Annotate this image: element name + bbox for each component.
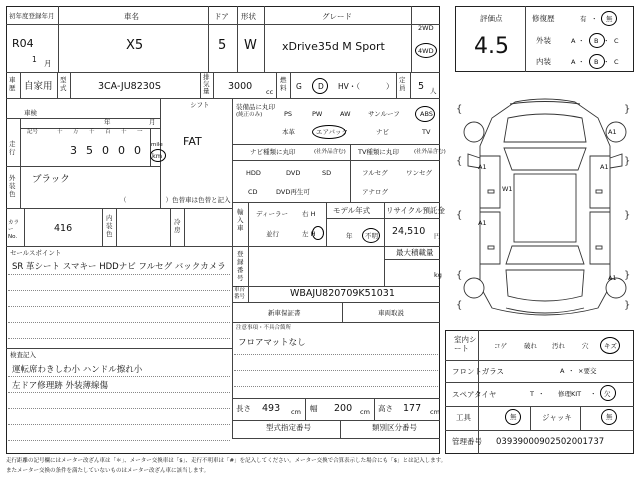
grade-label: グレード — [322, 12, 352, 21]
unit-km: km — [152, 152, 163, 160]
shape-label: 形状 — [241, 12, 256, 21]
exterior-note: （ ）色替車は色替と記入 — [120, 196, 231, 204]
tool-label: 工具 — [456, 413, 471, 422]
equip-airbag-circle — [312, 125, 346, 139]
fuel-g: G — [296, 82, 302, 91]
seat-scratch: キズ — [604, 342, 617, 350]
ext-label: 外装 — [536, 36, 551, 45]
equipment-label: 装備品に丸印 — [236, 103, 275, 111]
digit-label-100: 百 — [105, 129, 111, 135]
digit-label-sign: 記号 — [27, 129, 39, 135]
glass-a: A — [560, 367, 565, 375]
import-label: 輸入車 — [237, 208, 244, 232]
tv-analog: アナログ — [362, 188, 388, 196]
equip-aw: AW — [340, 110, 351, 118]
tv-oneseg: ワンセグ — [406, 169, 432, 177]
tool-circle — [505, 409, 521, 425]
disp-unit: cc — [266, 88, 274, 96]
recycle-label: リサイクル預託金 — [386, 206, 445, 215]
inspection-month: 月 — [149, 118, 156, 126]
grade-value: xDrive35d M Sport — [282, 40, 385, 53]
first-reg-value: R04 — [12, 37, 34, 50]
damage-mark-6: A1 — [608, 274, 617, 282]
digit-1k: 5 — [86, 144, 93, 157]
import-left-h: 左 H — [302, 230, 316, 238]
equip-abs: ABS — [420, 110, 433, 118]
equip-ps: PS — [284, 110, 293, 118]
digit-1: 0 — [134, 144, 141, 157]
recycle-yen: 円 — [434, 232, 441, 240]
navi-dvd: DVD — [286, 169, 301, 177]
vin-label: 車台番号 — [234, 287, 246, 300]
month-unit: 月 — [44, 59, 52, 68]
ext-grade-c: C — [614, 37, 619, 45]
exterior-value: ブラック — [32, 174, 70, 185]
run-label: 走行 — [9, 140, 16, 156]
color-no-label: カラーNo. — [8, 220, 20, 240]
height-value: 177 — [403, 403, 422, 414]
seat-tear: 破れ — [524, 342, 537, 350]
new-car-guarantee: 新車保証書 — [268, 309, 301, 317]
model-value: 3CA-JU8230S — [98, 81, 161, 92]
unit-mile: mile — [151, 142, 163, 148]
model-year-label: モデル年式 — [333, 206, 371, 215]
drive-4wd: 4WD — [418, 47, 434, 55]
car-name-label: 車名 — [124, 12, 139, 21]
vehicle-manual: 車両取説 — [378, 309, 404, 317]
inspector-line1: 運転席わきしわ小 ハンドル擦れ小 — [12, 365, 143, 375]
use-label: 車歴 — [9, 76, 16, 92]
seat-scratch-circle — [600, 337, 620, 354]
unknown-circle — [362, 228, 380, 243]
jack-circle — [601, 409, 617, 425]
shift-label: シフト — [190, 101, 210, 109]
exterior-label: 外装色 — [9, 174, 16, 198]
navi-type-sub: (社外品含む) — [314, 149, 346, 155]
navi-cd: CD — [248, 188, 258, 196]
reg-label: 登録番号 — [237, 250, 244, 282]
door-value: 5 — [218, 38, 227, 53]
import-parallel: 並行 — [266, 230, 279, 238]
fuel-d-circle — [312, 78, 328, 94]
first-reg-label: 初年度登録年月 — [9, 12, 55, 20]
notes-label: 注意事項・不具合箇所 — [236, 325, 292, 331]
digit-100: 0 — [102, 144, 109, 157]
capacity-unit: 人 — [430, 87, 437, 95]
disp-value: 3000 — [228, 81, 253, 92]
tv-type-label: TV種類に丸印 — [358, 148, 399, 156]
notes-value: フロアマットなし — [238, 338, 306, 348]
jack-value: 無 — [606, 413, 613, 421]
disp-label: 排気量 — [203, 73, 210, 95]
use-value: 自家用 — [24, 81, 53, 92]
equipment-label2: (純正のみ) — [236, 112, 263, 118]
ext-grade-a: A — [571, 37, 576, 45]
navi-type-label: ナビ種類に丸印 — [250, 148, 296, 156]
glass-replace: ×要交 — [578, 367, 597, 375]
seat-hole: 穴 — [582, 342, 589, 350]
damage-mark-3: A1 — [600, 163, 609, 171]
glass-label: フロントガラス — [452, 367, 505, 376]
history-label: 修復歴 — [532, 14, 555, 23]
ext-grade-b: B — [594, 37, 599, 45]
damage-mark-2: A1 — [478, 163, 487, 171]
drive-2wd: 2WD — [418, 24, 434, 32]
navi-dvd-play: DVD再生可 — [276, 188, 310, 196]
equip-pw: PW — [312, 110, 323, 118]
navi-sd: SD — [322, 169, 332, 177]
tv-fullseg: フルセグ — [362, 169, 388, 177]
interior-color-label: 内装色 — [106, 214, 113, 238]
capacity-value: 5 — [418, 81, 425, 92]
length-label: 長さ — [236, 404, 251, 413]
length-unit: cm — [291, 408, 301, 416]
car-name-value: X5 — [126, 38, 144, 53]
spare-t: T — [530, 390, 534, 398]
equip-sunroof: サンルーフ — [368, 110, 400, 118]
import-right-h: 右 H — [302, 210, 316, 218]
import-dealer: ディーラー — [256, 210, 288, 218]
model-year-unit: 年 — [346, 232, 353, 240]
history-no: 無 — [606, 15, 613, 23]
spare-missing-circle — [600, 385, 616, 401]
rating-value: 4.5 — [474, 34, 509, 59]
equip-tv: TV — [422, 128, 431, 136]
recycle-value: 24,510 — [392, 226, 426, 237]
shape-value: W — [244, 38, 257, 53]
int-grade-a: A — [571, 58, 576, 66]
selling-label: セールスポイント — [10, 249, 62, 257]
shift-value: FAT — [183, 135, 202, 148]
cooler-label: 冷房 — [174, 218, 181, 234]
color-no-value: 416 — [54, 223, 73, 234]
equip-abs-circle — [415, 106, 435, 122]
digit-label-100k: 十 — [57, 129, 63, 135]
mgmt-value: 03939000902502001737 — [496, 437, 605, 447]
fuel-hv: HV・（ — [338, 82, 361, 91]
rating-label: 評価点 — [480, 14, 503, 23]
int-grade-circle — [589, 54, 605, 69]
digit-label-1: 一 — [137, 129, 143, 135]
spare-label: スペアタイヤ — [452, 390, 497, 399]
fuel-d: D — [318, 82, 324, 91]
footer-line1: 走行距離の記号欄にはメーター改ざん車は「＊」、メーター交換車は「$」、走行不明車は「#」を記入してください。メーター交換で合算表示した場合にも「$」とは記入します。 — [6, 458, 447, 464]
unit-km-circle — [150, 149, 166, 162]
digit-10: 0 — [118, 144, 125, 157]
fuel-label: 燃料 — [280, 76, 287, 92]
tv-type-sub: (社外品含む) — [414, 149, 446, 155]
height-label: 高さ — [378, 404, 393, 413]
max-load-label: 最大積載量 — [396, 248, 434, 257]
max-load-kg: kg — [434, 271, 442, 279]
length-value: 493 — [262, 403, 281, 414]
first-reg-month: 1 — [32, 55, 37, 64]
door-label: ドア — [214, 12, 229, 21]
width-unit: cm — [360, 408, 370, 416]
inspection-year: 年 — [104, 118, 111, 126]
history-yes: 有 — [580, 15, 587, 23]
inspector-line2: 左ドア修理跡 外装薄線傷 — [12, 381, 108, 391]
mgmt-label: 管理番号 — [452, 437, 482, 446]
int-grade-b: B — [594, 58, 599, 66]
tool-value: 無 — [510, 413, 517, 421]
seat-dirt: 汚れ — [552, 342, 565, 350]
navi-hdd: HDD — [246, 169, 261, 177]
inspection-label: 車検 — [24, 109, 37, 117]
int-label: 内装 — [536, 57, 551, 66]
equip-leather: 本革 — [282, 128, 295, 136]
footer-line2: またメーター交換の条件を満たしていないものはメーター改ざん車に該当します。 — [6, 468, 210, 474]
seat-label: 室内シート — [454, 335, 477, 353]
inspector-label: 検査記入 — [10, 351, 36, 359]
model-year-unknown: 不明 — [365, 232, 378, 240]
damage-mark-4: A1 — [478, 219, 487, 227]
fuel-close: ） — [386, 82, 394, 91]
car-outline — [460, 96, 630, 324]
vin-value: WBAJU820709K51031 — [290, 288, 395, 299]
history-no-circle — [601, 11, 617, 26]
ext-grade-circle — [589, 33, 605, 48]
digit-label-10: 十 — [121, 129, 127, 135]
width-label: 幅 — [310, 404, 318, 413]
equip-navi: ナビ — [376, 128, 389, 136]
class-no-label: 類別区分番号 — [372, 423, 417, 432]
selling-value: SR 革シート スマキー HDDナビ フルセグ バックカメラ — [12, 262, 226, 272]
damage-mark-1: A1 — [608, 128, 617, 136]
jack-label: ジャッキ — [542, 413, 572, 422]
digit-10k: 3 — [70, 144, 77, 157]
int-grade-c: C — [614, 58, 619, 66]
equip-airbag: エアバック — [316, 128, 348, 136]
spare-missing: 欠 — [604, 390, 611, 398]
damage-mark-5: W1 — [502, 185, 513, 193]
seat-burn: コゲ — [494, 342, 507, 350]
capacity-label: 定員 — [399, 76, 406, 92]
width-value: 200 — [334, 403, 353, 414]
left-h-circle — [312, 226, 324, 240]
digit-label-10k: 万 — [73, 129, 79, 135]
model-label: 型式 — [60, 76, 67, 92]
height-unit: cm — [430, 408, 440, 416]
type-no-label: 型式指定番号 — [266, 423, 311, 432]
digit-label-1k: 千 — [89, 129, 95, 135]
spare-kit: 修理KIT — [558, 390, 582, 398]
drive-4wd-circle — [415, 43, 437, 58]
